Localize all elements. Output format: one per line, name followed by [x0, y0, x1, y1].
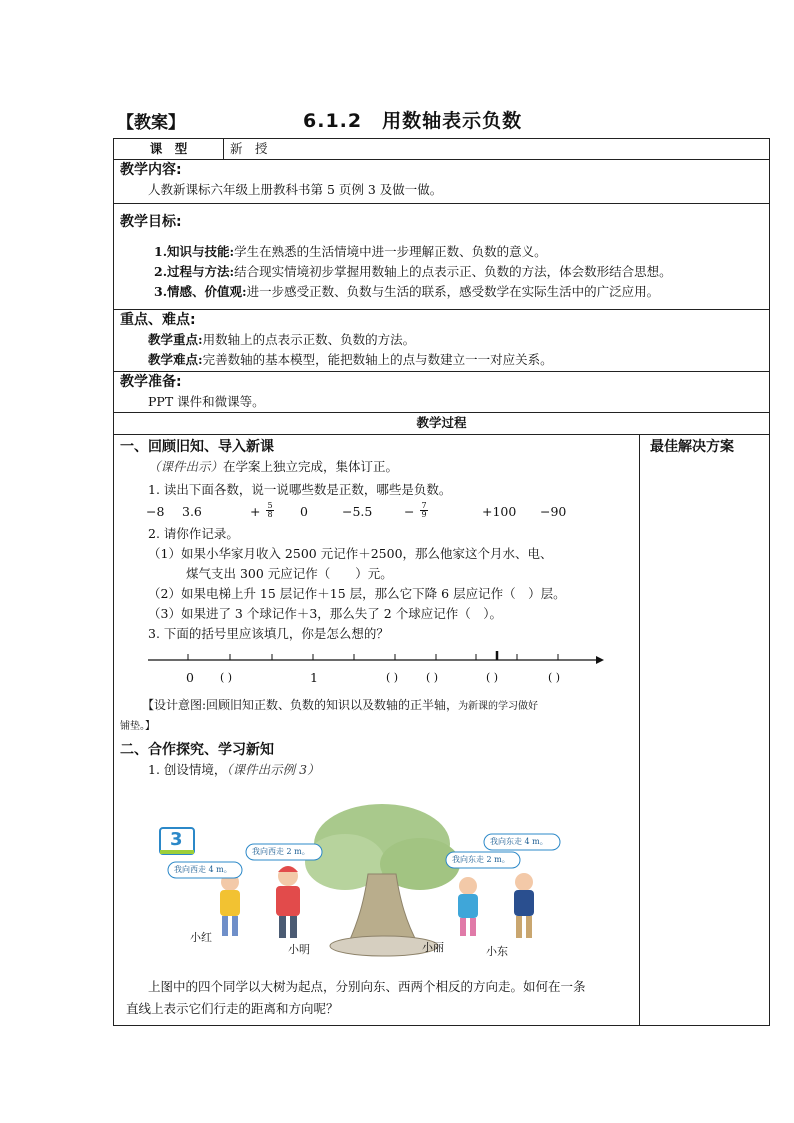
preparation-row: [114, 372, 770, 413]
lesson-tag: 【教案】: [117, 113, 185, 133]
fraction-5-8: 5 8: [267, 501, 273, 519]
question-2: 2. 请你作记录。: [148, 526, 239, 541]
question-3: 3. 下面的括号里应该填几，你是怎么想的？: [148, 626, 389, 641]
part2-item-1: 1. 创设情境，（课件出示例 3）: [148, 762, 320, 777]
q2-item-1: （1）如果小华家月收入 2500 元记作＋2500，那么他家这个月水、电、: [148, 546, 553, 561]
keypoints-heading: 重点、难点:: [120, 312, 196, 328]
part1-title: 一、回顾旧知、导入新课: [120, 439, 274, 455]
name-xiaoming: 小明: [288, 943, 310, 956]
number-4: 0: [300, 504, 308, 519]
number-6-sign: −: [404, 504, 415, 519]
process-body-row: [114, 435, 770, 1026]
name-xiaoli: 小丽: [422, 941, 444, 954]
axis-blank-2: ( ): [386, 671, 399, 684]
axis-blank-1: ( ): [220, 671, 233, 684]
example-badge: 3: [170, 829, 183, 850]
closing-line-1: 上图中的四个同学以大树为起点，分别向东、西两个相反的方向走。如何在一条: [148, 979, 586, 994]
lesson-plan-table: [113, 138, 770, 1026]
goal-item-2: 2.过程与方法:结合现实情境初步掌握用数轴上的点表示正、负数的方法，体会数形结合思想。: [154, 264, 672, 279]
process-main-cell: [114, 435, 640, 1026]
course-type-label: 课 型: [114, 139, 224, 160]
number-row: [120, 502, 635, 522]
number-5: −5.5: [342, 504, 373, 519]
keypoint-item-2: 教学难点:完善数轴的基本模型，能把数轴上的点与数建立一一对应关系。: [148, 352, 553, 367]
number-3-sign: +: [250, 504, 261, 519]
goal-item-3: 3.情感、价值观:进一步感受正数、负数与生活的联系，感受数学在实际生活中的广泛应用。: [154, 284, 660, 299]
course-type-value: 新 授: [224, 139, 770, 160]
child-xiaodong: [514, 873, 534, 938]
axis-label-0: 0: [186, 670, 194, 685]
content-heading: 教学内容:: [120, 162, 182, 178]
process-side-cell: [640, 435, 770, 1026]
number-line: [120, 648, 635, 688]
preparation-text: PPT 课件和微课等。: [148, 394, 265, 409]
bubble-3: 我向东走 2 m。: [452, 855, 510, 864]
number-7: +100: [482, 504, 517, 519]
bubble-1: 我向西走 4 m。: [174, 865, 232, 874]
name-xiaodong: 小东: [486, 945, 508, 958]
design-note: 【设计意图:回顾旧知正数、负数的知识以及数轴的正半轴，为新课的学习做好: [142, 698, 539, 712]
goals-row: [114, 204, 770, 310]
number-line-axis: [120, 648, 635, 670]
q2-item-1-cont: 煤气支出 300 元应记作（ ）元。: [186, 566, 393, 581]
axis-blank-4: ( ): [486, 671, 499, 684]
q2-item-2: （2）如果电梯上升 15 层记作＋15 层，那么它下降 6 层应记作（ ）层。: [148, 586, 566, 601]
name-xiaohong: 小红: [190, 931, 212, 944]
goal-item-1: 1.知识与技能:学生在熟悉的生活情境中进一步理解正数、负数的意义。: [154, 244, 547, 259]
course-type-row: [114, 139, 770, 160]
part1-intro: （课件出示）在学案上独立完成，集体订正。: [148, 459, 399, 474]
child-xiaoming: [276, 866, 300, 938]
axis-blank-3: ( ): [426, 671, 439, 684]
preparation-heading: 教学准备:: [120, 374, 182, 390]
bubble-4: 我向东走 4 m。: [490, 837, 548, 846]
number-1: −8: [146, 504, 165, 519]
example-illustration: [120, 782, 635, 972]
design-note-end: 铺垫。】: [120, 721, 155, 732]
child-xiaoli: [458, 877, 478, 936]
keypoints-row: [114, 310, 770, 372]
number-2: 3.6: [182, 504, 202, 519]
process-heading: 教学过程: [114, 413, 770, 435]
page-title: 6.1.2 用数轴表示负数: [303, 110, 523, 132]
number-8: −90: [540, 504, 567, 519]
axis-label-1: 1: [310, 670, 318, 685]
closing-line-2: 直线上表示它们行走的距离和方向呢？: [126, 1001, 339, 1016]
part2-title: 二、合作探究、学习新知: [120, 742, 274, 758]
fraction-7-9: 7 9: [421, 501, 427, 519]
question-1: 1. 读出下面各数，说一说哪些数是正数，哪些是负数。: [148, 482, 452, 497]
side-heading: 最佳解决方案: [650, 439, 734, 455]
keypoint-item-1: 教学重点:用数轴上的点表示正数、负数的方法。: [148, 332, 416, 347]
process-heading-row: [114, 413, 770, 435]
bubble-2: 我向西走 2 m。: [252, 847, 310, 856]
content-text: 人教新课标六年级上册教科书第 5 页例 3 及做一做。: [148, 182, 443, 197]
axis-blank-5: ( ): [548, 671, 561, 684]
child-xiaohong: [220, 873, 240, 936]
q2-item-3: （3）如果进了 3 个球记作＋3，那么失了 2 个球应记作（ ）。: [148, 606, 502, 621]
content-row: [114, 160, 770, 204]
goals-heading: 教学目标:: [120, 214, 182, 230]
